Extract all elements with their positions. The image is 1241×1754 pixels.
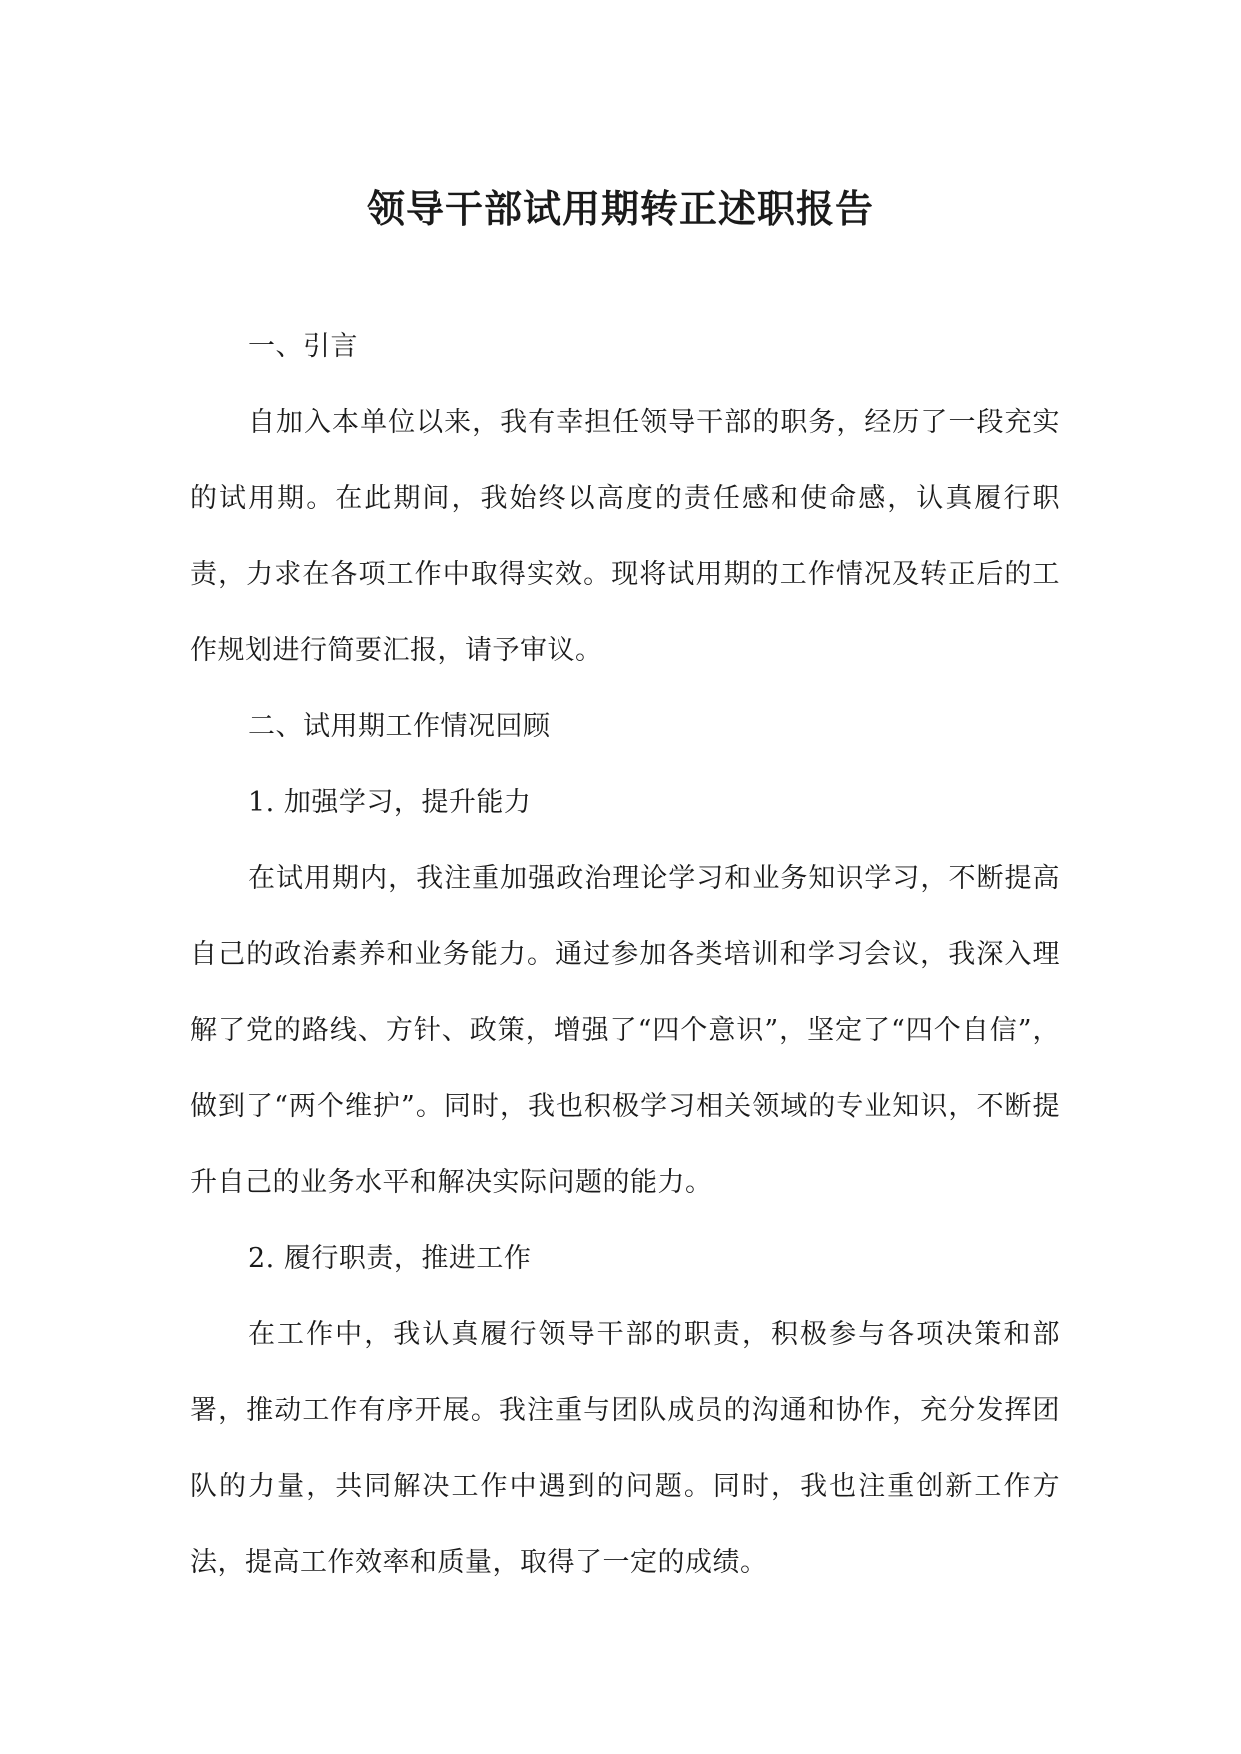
subheading-learning: 1. 加强学习，提升能力	[248, 787, 532, 818]
subheading-duties: 2. 履行职责，推进工作	[248, 1243, 532, 1274]
paragraph-learning: 在试用期内，我注重加强政治理论学习和业务知识学习，不断提高自己的政治素养和业务能力。通过参加各类培训和学习会议，我深入理解了党的路线、方针、政策，增强了“四个意识”，坚定了“四个自信”，做到了“两个维护”。同时，我也积极学习相关领域的专业知识，不断提升自己的业务水平和解决实际问题的能力。	[190, 863, 1060, 1198]
document-body	[190, 309, 1060, 1601]
section-heading-introduction: 一、引言	[248, 331, 358, 362]
paragraph-duties: 在工作中，我认真履行领导干部的职责，积极参与各项决策和部署，推动工作有序开展。我注重与团队成员的沟通和协作，充分发挥团队的力量，共同解决工作中遇到的问题。同时，我也注重创新工作方法，提高工作效率和质量，取得了一定的成绩。	[190, 1319, 1060, 1578]
paragraph-introduction: 自加入本单位以来，我有幸担任领导干部的职务，经历了一段充实的试用期。在此期间，我始终以高度的责任感和使命感，认真履行职责，力求在各项工作中取得实效。现将试用期的工作情况及转正后的工作规划进行简要汇报，请予审议。	[190, 407, 1060, 666]
section-heading-review: 二、试用期工作情况回顾	[248, 711, 551, 742]
document-title: 领导干部试用期转正述职报告	[366, 186, 874, 231]
